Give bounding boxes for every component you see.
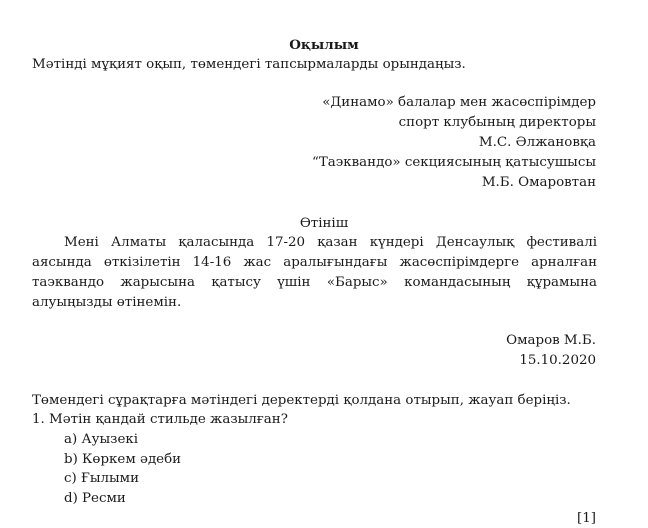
addressee-line-1: «Динамо» балалар мен жасөспірімдер: [322, 95, 596, 110]
addressee-line-3: М.С. Әлжановқа: [478, 135, 596, 150]
statement-line: аясында өткізілетін 14-16 жас аралығындағы жасөспірімдерге арналған: [32, 255, 597, 270]
addressee-line-4: “Таэквандо» секциясының қатысушысы: [312, 155, 596, 170]
statement-body: [32, 233, 597, 313]
addressee-line-5: М.Б. Омаровтан: [481, 175, 596, 190]
statement-line: Мені Алматы қаласында 17-20 қазан күндері Денсаулық фестивалі: [64, 235, 597, 250]
date: 15.10.2020: [519, 353, 596, 368]
question-1: 1. Мәтін қандай стильде жазылған?: [32, 412, 288, 427]
option-a: a) Ауызекі: [64, 432, 139, 447]
statement-heading: Өтініш: [299, 216, 349, 231]
statement-line: таэквандо жарысына қатысу үшін «Барыс» командасының құрамына: [32, 275, 597, 290]
addressee-line-2: спорт клубының директоры: [398, 115, 596, 130]
mark: [1]: [577, 511, 596, 526]
signature: Омаров М.Б.: [506, 333, 596, 348]
option-b: b) Көркем әдеби: [64, 452, 182, 467]
statement-line: алуыңызды өтінемін.: [32, 295, 182, 310]
option-d: d) Ресми: [64, 491, 126, 506]
option-c: c) Ғылыми: [64, 471, 140, 486]
questions-intro: Төмендегі сұрақтарға мәтіндегі деректерді қолдана отырып, жауап беріңіз.: [32, 393, 571, 408]
page-title: Оқылым: [289, 37, 359, 53]
instruction-text: Мәтінді мұқият оқып, төмендегі тапсырмаларды орындаңыз.: [32, 57, 466, 72]
